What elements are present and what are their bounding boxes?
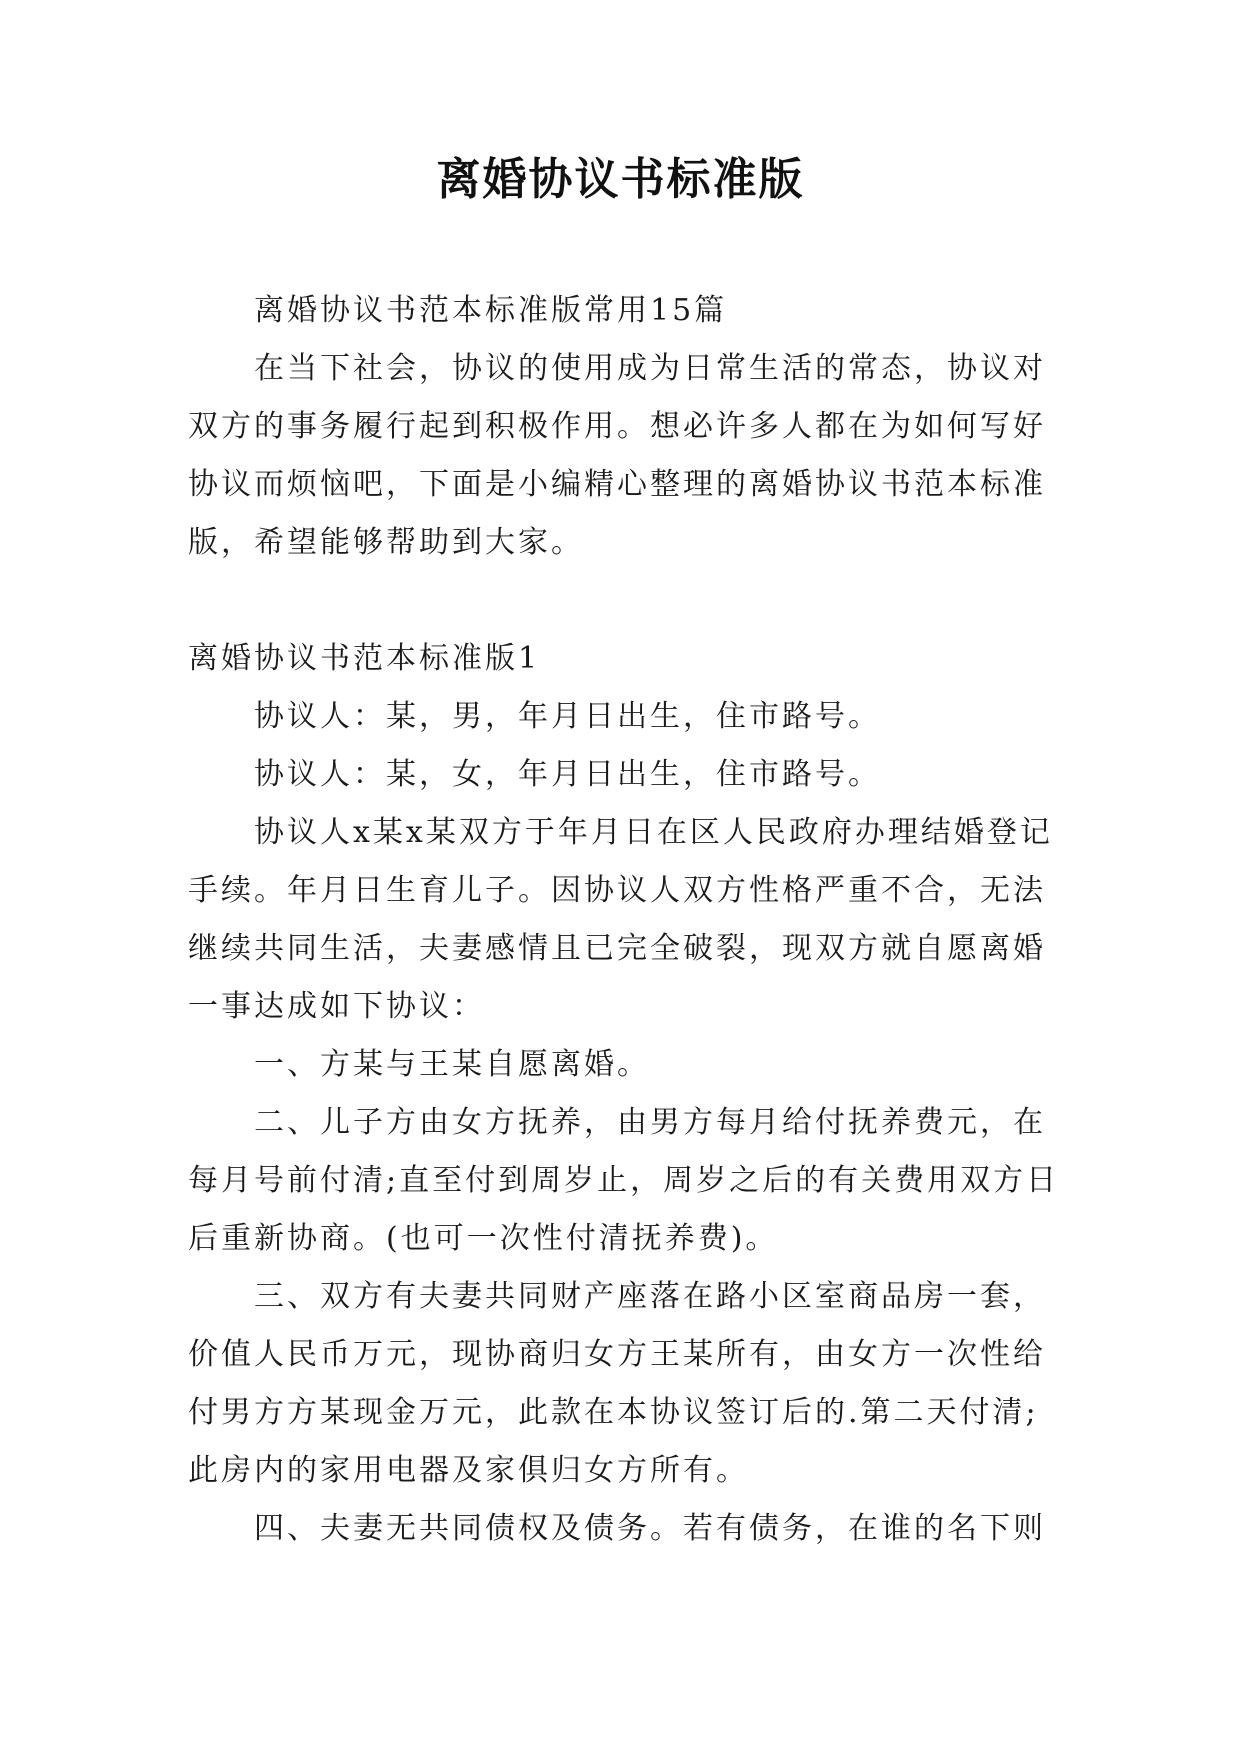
subtitle-paragraph: 离婚协议书范本标准版常用15篇 [254, 293, 728, 328]
party-female-paragraph: 协议人：某，女，年月日出生，住市路号。 [254, 757, 881, 792]
party-male-paragraph: 协议人：某，男，年月日出生，住市路号。 [254, 699, 881, 734]
clause-2-paragraph: 二、儿子方由女方抚养，由男方每月给付抚养费元，在每月号前付清;直至付到周岁止，周岁之后的有关费用双方日后重新协商。(也可一次性付清抚养费)。 [188, 1105, 1060, 1256]
clause-3-paragraph: 三、双方有夫妻共同财产座落在路小区室商品房一套，价值人民币万元，现协商归女方王某所有，由女方一次性给付男方方某现金万元，此款在本协议签订后的.第二天付清;此房内的家用电器及家俱归女方所有。 [188, 1279, 1046, 1488]
background-paragraph: 协议人x某x某双方于年月日在区人民政府办理结婚登记手续。年月日生育儿子。因协议人双方性格严重不合，无法继续共同生活，夫妻感情且已完全破裂，现双方就自愿离婚一事达成如下协议： [188, 815, 1053, 1024]
intro-paragraph: 在当下社会，协议的使用成为日常生活的常态，协议对双方的事务履行起到积极作用。想必许多人都在为如何写好协议而烦恼吧，下面是小编精心整理的离婚协议书范本标准版，希望能够帮助到大家。 [188, 351, 1046, 560]
document-body [188, 282, 1064, 1558]
section-heading: 离婚协议书范本标准版1 [188, 641, 541, 676]
clause-4-paragraph: 四、夫妻无共同债权及债务。若有债务，在谁的名下则 [254, 1511, 1046, 1546]
paragraph-gap [188, 572, 1064, 630]
clause-1-paragraph: 一、方某与王某自愿离婚。 [254, 1047, 650, 1082]
document-title: 离婚协议书标准版 [436, 154, 805, 205]
